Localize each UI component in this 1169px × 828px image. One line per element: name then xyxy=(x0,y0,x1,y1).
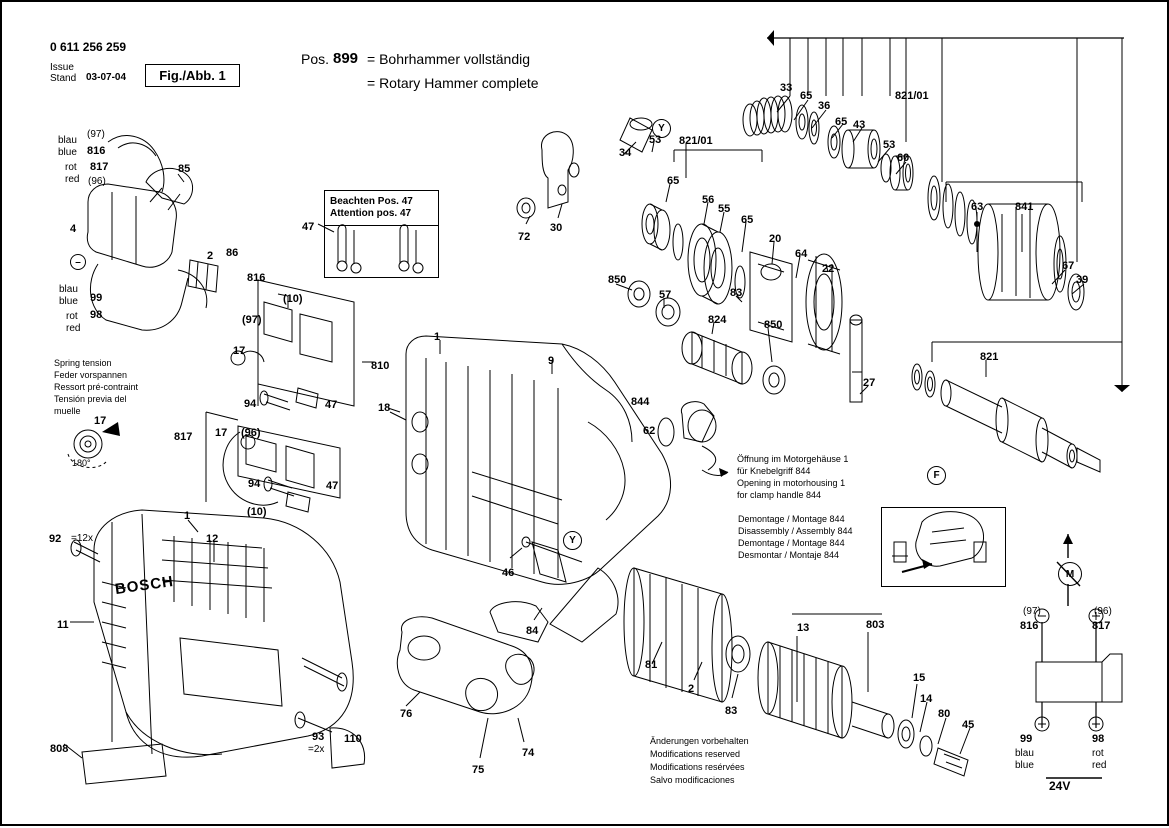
motor-98: 98 xyxy=(1092,733,1105,745)
part-callout-75: 75 xyxy=(472,764,485,776)
part-callout-817: 817 xyxy=(174,431,193,443)
part-callout-2: 2 xyxy=(207,250,214,262)
part-callout-810: 810 xyxy=(371,360,390,372)
part-callout-18: 18 xyxy=(378,402,391,414)
part-callout-47: 47 xyxy=(302,221,315,233)
wire-rot-2: rot xyxy=(66,311,78,322)
polarity-minus: – xyxy=(70,254,86,270)
part-callout-56: 56 xyxy=(702,194,715,206)
part-callout-93: 93 xyxy=(312,731,325,743)
mult-92: =12x xyxy=(71,533,93,544)
part-callout-85: 85 xyxy=(178,163,191,175)
part-callout--10-: (10) xyxy=(283,293,303,305)
part-callout-33: 33 xyxy=(780,82,793,94)
part-callout-65: 65 xyxy=(741,214,754,226)
issue-label: Issue xyxy=(50,62,74,73)
wire-blue-1: blue xyxy=(58,147,77,158)
part-callout-11: 11 xyxy=(57,619,69,631)
motor-816: 816 xyxy=(1020,620,1039,632)
figure-label: Fig./Abb. 1 xyxy=(145,64,240,87)
wire-817: 817 xyxy=(90,161,109,173)
part-callout-821: 821 xyxy=(980,351,999,363)
assembly-line-1: Demontage / Montage 844 xyxy=(738,514,845,524)
assembly-line-2: Disassembly / Assembly 844 xyxy=(738,526,853,536)
motor-red: red xyxy=(1092,760,1107,771)
part-callout-65: 65 xyxy=(800,90,813,102)
motor-voltage: 24V xyxy=(1049,779,1071,793)
part-callout-57: 57 xyxy=(659,289,672,301)
part-callout-74: 74 xyxy=(522,747,535,759)
part-callout-83: 83 xyxy=(730,287,743,299)
part-callout-83: 83 xyxy=(725,705,738,717)
opening-line-1: Öffnung im Motorgehäuse 1 xyxy=(737,454,849,464)
motor-817: 817 xyxy=(1092,620,1111,632)
part-callout-55: 55 xyxy=(718,203,731,215)
title-de: = Bohrhammer vollständig xyxy=(367,51,531,67)
motor-97: (97) xyxy=(1023,606,1041,617)
spring-ref-17: 17 xyxy=(94,415,107,427)
part-callout-4: 4 xyxy=(70,223,77,235)
part-callout-821-01: 821/01 xyxy=(895,90,929,102)
part-callout-47: 47 xyxy=(326,480,339,492)
part-callout-63: 63 xyxy=(971,201,984,213)
part-callout-816: 816 xyxy=(247,272,266,284)
part-number: 0 611 256 259 xyxy=(50,40,127,54)
pos-number: 899 xyxy=(333,50,359,67)
wire-blue-2: blue xyxy=(59,296,78,307)
part-callout-64: 64 xyxy=(795,248,808,260)
part-callout-39: 39 xyxy=(1076,274,1089,286)
part-callout-94: 94 xyxy=(244,398,257,410)
part-callout-1: 1 xyxy=(184,510,191,522)
wire-96: (96) xyxy=(88,176,106,187)
part-callout-34: 34 xyxy=(619,147,632,159)
part-callout-22: 22 xyxy=(822,263,835,275)
part-callout-46: 46 xyxy=(502,567,515,579)
part-callout-841: 841 xyxy=(1015,201,1034,213)
part-callout-27: 27 xyxy=(863,377,876,389)
modifications-line-1: Änderungen vorbehalten xyxy=(650,736,749,746)
exploded-drawing xyxy=(2,2,1169,828)
pos-prefix: Pos. xyxy=(301,51,330,67)
part-callout-110: 110 xyxy=(344,733,362,745)
part-callout-14: 14 xyxy=(920,693,933,705)
wire-red-2: red xyxy=(66,323,81,334)
spring-line-2: Feder vorspannen xyxy=(54,370,128,380)
part-callout-30: 30 xyxy=(550,222,563,234)
part-callout-808: 808 xyxy=(50,743,69,755)
opening-line-3: Opening in motorhousing 1 xyxy=(737,478,846,488)
spring-line-4: Tensión previa del xyxy=(54,394,127,404)
wire-97: (97) xyxy=(87,129,105,140)
wire-red-1: red xyxy=(65,174,80,185)
part-callout-80: 80 xyxy=(938,708,951,720)
motor-rot: rot xyxy=(1092,748,1104,759)
mult-93: =2x xyxy=(308,744,325,755)
part-callout-20: 20 xyxy=(769,233,782,245)
part-callout-72: 72 xyxy=(518,231,531,243)
part-callout-17: 17 xyxy=(215,427,228,439)
part-callout-86: 86 xyxy=(226,247,239,259)
part-callout-1: 1 xyxy=(434,331,441,343)
issue-date: 03-07-04 xyxy=(86,72,127,83)
wire-blau-2: blau xyxy=(59,284,78,295)
attention-line-1: Beachten Pos. 47 xyxy=(330,196,413,207)
part-callout-62: 62 xyxy=(643,425,656,437)
part-callout-844: 844 xyxy=(631,396,650,408)
part-callout-17: 17 xyxy=(233,345,246,357)
motor-99: 99 xyxy=(1020,733,1033,745)
part-callout-824: 824 xyxy=(708,314,727,326)
part-callout-81: 81 xyxy=(645,659,658,671)
part-callout-47: 47 xyxy=(325,399,338,411)
spring-line-5: muelle xyxy=(54,406,81,416)
marker-f: F xyxy=(927,466,946,485)
motor-blau: blau xyxy=(1015,748,1034,759)
opening-line-4: for clamp handle 844 xyxy=(737,490,822,500)
part-callout-9: 9 xyxy=(548,355,555,367)
opening-line-2: für Knebelgriff 844 xyxy=(737,466,811,476)
spring-line-1: Spring tension xyxy=(54,358,112,368)
marker-y-bottom: Y xyxy=(563,531,582,550)
attention-line-2: Attention pos. 47 xyxy=(330,208,412,219)
part-callout-36: 36 xyxy=(818,100,831,112)
assembly-line-3: Demontage / Montage 844 xyxy=(738,538,845,548)
part-callout-94: 94 xyxy=(248,478,261,490)
wire-99: 99 xyxy=(90,292,103,304)
part-callout-65: 65 xyxy=(835,116,848,128)
part-callout-2: 2 xyxy=(688,683,695,695)
wire-blau-1: blau xyxy=(58,135,77,146)
part-callout-53: 53 xyxy=(883,139,896,151)
motor-symbol: M xyxy=(1058,562,1082,586)
modifications-line-3: Modifications resérvées xyxy=(650,762,745,772)
marker-y-top: Y xyxy=(652,119,671,138)
part-callout-803: 803 xyxy=(866,619,885,631)
title-en: = Rotary Hammer complete xyxy=(367,75,539,91)
part-callout-84: 84 xyxy=(526,625,539,637)
spring-line-3: Ressort pré-contraint xyxy=(54,382,139,392)
part-callout-53: 53 xyxy=(649,134,662,146)
part-callout-850: 850 xyxy=(608,274,627,286)
motor-blue: blue xyxy=(1015,760,1034,771)
part-callout--96-: (96) xyxy=(241,427,261,439)
part-callout--97-: (97) xyxy=(242,314,262,326)
part-callout-76: 76 xyxy=(400,708,413,720)
part-callout-45: 45 xyxy=(962,719,975,731)
part-callout-92: 92 xyxy=(49,533,62,545)
wire-98: 98 xyxy=(90,309,103,321)
part-callout-15: 15 xyxy=(913,672,926,684)
modifications-line-4: Salvo modificaciones xyxy=(650,775,735,785)
part-callout-43: 43 xyxy=(853,119,866,131)
stand-label: Stand xyxy=(50,73,77,84)
wire-816: 816 xyxy=(87,145,106,157)
spring-angle: 180° xyxy=(72,458,91,468)
part-callout-13: 13 xyxy=(797,622,810,634)
part-callout-850: 850 xyxy=(764,319,783,331)
wire-rot-1: rot xyxy=(65,162,77,173)
assembly-line-4: Desmontar / Montaje 844 xyxy=(738,550,840,560)
part-callout-821-01: 821/01 xyxy=(679,135,713,147)
part-callout-12: 12 xyxy=(206,533,219,545)
modifications-line-2: Modifications reserved xyxy=(650,749,741,759)
brand-logo: BOSCH xyxy=(113,572,175,599)
part-callout--10-: (10) xyxy=(247,506,267,518)
motor-96: (96) xyxy=(1094,606,1112,617)
part-callout-65: 65 xyxy=(667,175,680,187)
part-callout-60: 60 xyxy=(897,152,910,164)
part-callout-67: 67 xyxy=(1062,260,1075,272)
